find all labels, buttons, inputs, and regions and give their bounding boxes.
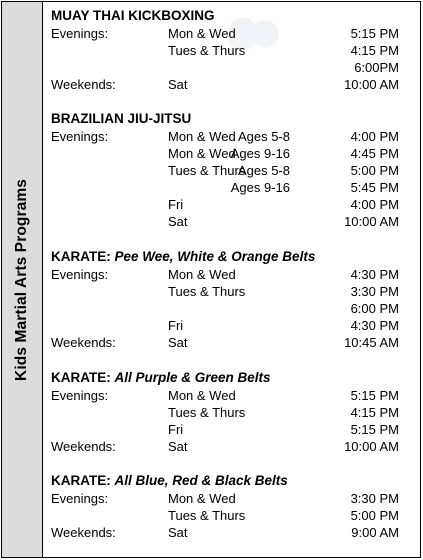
row-label: Evenings: (51, 491, 109, 506)
row-days: Sat (168, 214, 188, 229)
row-days: Mon & Wed (168, 146, 236, 161)
row-days: Sat (168, 77, 188, 92)
section-subtitle: Pee Wee, White & Orange Belts (114, 249, 316, 264)
schedule-row (51, 77, 420, 94)
row-label: Evenings: (51, 26, 109, 41)
row-time: 10:45 AM (344, 335, 399, 350)
schedule-row (51, 422, 420, 439)
schedule-row (51, 301, 420, 318)
row-label: Weekends: (51, 439, 116, 454)
row-time: 5:15 PM (350, 422, 399, 437)
row-days: Tues & Thurs (168, 508, 246, 523)
section-subtitle: All Purple & Green Belts (114, 370, 271, 385)
schedule-row (51, 491, 420, 508)
row-time: 5:15 PM (350, 388, 399, 403)
row-label: Evenings: (51, 129, 109, 144)
schedule-row (51, 405, 420, 422)
schedule-row (51, 197, 420, 214)
row-label: Weekends: (51, 335, 116, 350)
schedule-row (51, 525, 420, 542)
schedule-row (51, 43, 420, 60)
schedule-row (51, 318, 420, 335)
schedule-row (51, 180, 420, 197)
schedule-row (51, 439, 420, 456)
row-ages: Ages 5-8 (237, 129, 290, 144)
section-title-text: KARATE: (51, 473, 111, 488)
row-days: Mon & Wed (168, 26, 236, 41)
row-days: Mon & Wed (168, 129, 236, 144)
schedule-content (43, 2, 420, 557)
schedule-row (51, 26, 420, 43)
schedule-row (51, 388, 420, 405)
schedule-row (51, 163, 420, 180)
row-time: 4:30 PM (350, 318, 399, 333)
row-time: 5:00 PM (350, 508, 399, 523)
section-title (51, 111, 191, 126)
schedule-row (51, 508, 420, 525)
row-days: Mon & Wed (168, 388, 236, 403)
section-title (51, 8, 215, 23)
row-time: 6:00PM (354, 60, 399, 75)
sidebar-title: Kids Martial Arts Programs (13, 178, 30, 381)
row-time: 4:15 PM (350, 405, 399, 420)
schedule-row (51, 214, 420, 231)
row-days: Fri (168, 422, 184, 437)
section-subtitle: All Blue, Red & Black Belts (114, 473, 288, 488)
row-time: 4:00 PM (350, 197, 399, 212)
row-days: Mon & Wed (168, 267, 236, 282)
row-time: 4:30 PM (350, 267, 399, 282)
row-label: Weekends: (51, 77, 116, 92)
section-title-text: KARATE: (51, 370, 111, 385)
schedule-row (51, 335, 420, 352)
row-days: Fri (168, 197, 184, 212)
row-time: 6:00 PM (350, 301, 399, 316)
row-ages: Ages 9-16 (230, 146, 290, 161)
section-title-text: KARATE: (51, 249, 111, 264)
row-time: 4:15 PM (350, 43, 399, 58)
section-title-text: BRAZILIAN JIU-JITSU (51, 111, 192, 126)
row-ages: Ages 9-16 (230, 180, 290, 195)
sidebar (2, 2, 43, 557)
row-days: Tues & Thurs (168, 405, 246, 420)
row-days: Mon & Wed (168, 491, 236, 506)
row-days: Sat (168, 335, 188, 350)
section-title-text: MUAY THAI KICKBOXING (51, 8, 215, 23)
row-ages: Ages 5-8 (237, 163, 290, 178)
schedule-row (51, 129, 420, 146)
row-time: 4:00 PM (350, 129, 399, 144)
schedule-row (51, 146, 420, 163)
row-label: Evenings: (51, 267, 109, 282)
row-time: 3:30 PM (350, 284, 399, 299)
row-days: Tues & Thurs (168, 163, 246, 178)
row-days: Sat (168, 439, 188, 454)
row-time: 5:00 PM (350, 163, 399, 178)
row-label: Evenings: (51, 388, 109, 403)
row-time: 10:00 AM (344, 214, 399, 229)
row-time: 3:30 PM (350, 491, 399, 506)
row-time: 5:45 PM (350, 180, 399, 195)
row-days: Sat (168, 525, 188, 540)
section-title (51, 473, 288, 488)
schedule-row (51, 284, 420, 301)
row-time: 4:45 PM (350, 146, 399, 161)
row-days: Fri (168, 318, 184, 333)
row-days: Tues & Thurs (168, 284, 246, 299)
schedule-row (51, 60, 420, 77)
section-title (51, 249, 315, 264)
row-days: Tues & Thurs (168, 43, 246, 58)
schedule-frame (1, 1, 421, 558)
row-time: 10:00 AM (344, 439, 399, 454)
row-time: 10:00 AM (344, 77, 399, 92)
section-title (51, 370, 271, 385)
row-time: 9:00 AM (351, 525, 399, 540)
row-label: Weekends: (51, 525, 116, 540)
row-time: 5:15 PM (350, 26, 399, 41)
schedule-row (51, 267, 420, 284)
